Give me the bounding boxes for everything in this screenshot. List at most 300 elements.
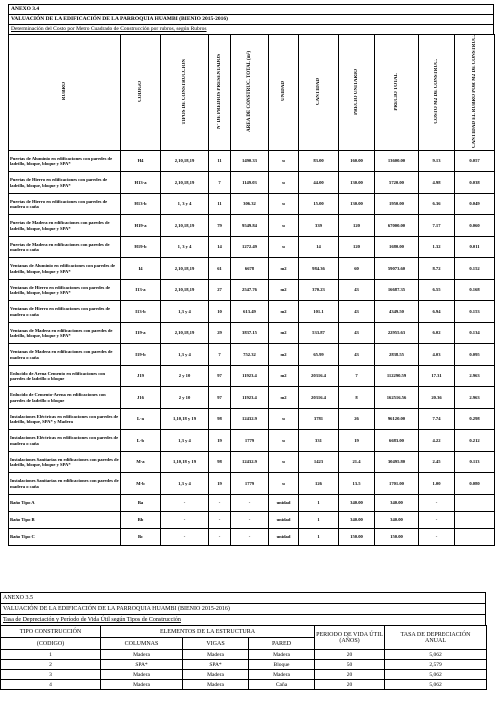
table-cell: 0.152 [455,258,495,280]
header-elementos: ELEMENTOS DE LA ESTRUCTURA [101,626,315,638]
table-cell: J19 [121,365,161,387]
annex2-title: VALUACIÓN DE LA EDIFICACIÓN DE LA PARROQUIA HUAMBI (BIENIO 2015-2016) [0,603,486,614]
table-cell: Ventanas de Madera en edificaciones con paredes de ladrillo, bloque, bloque y SPA* [9,322,121,344]
table-cell: 150.00 [339,528,375,545]
column-header-label: PRECIO TOTAL [394,72,399,111]
table-cell: 8.72 [419,258,455,280]
table-cell: 6.55 [419,279,455,301]
table-cell: 16687.35 [375,279,419,301]
table-cell: 14 [209,236,231,258]
table-cell: 340.00 [375,494,419,511]
table-cell: 1,3 y 4 [161,344,209,366]
table-cell: u [269,408,299,430]
table-cell: Bloque [249,660,315,670]
table-cell: 20316.4 [299,387,339,409]
column-header [299,35,339,151]
table-cell: 43 [339,322,375,344]
table-cell: 14 [299,236,339,258]
table-cell: Instalaciones Sanitarias en edificaciones con paredes de madera o caña [9,473,121,495]
table-cell: Instalaciones Sanitarias en edificaciones con paredes de ladrillo, bloque, bloque y SPA* [9,451,121,473]
table-cell: u [269,150,299,172]
header-periodo [315,626,385,650]
table-cell: Puertas de Aluminio en edificaciones con paredes de ladrillo, bloque, bloque y SPA* [9,150,121,172]
table-cell: 339 [299,215,339,237]
table-cell: 2 y 10 [161,387,209,409]
table-cell: 1779 [231,430,269,452]
table-cell: Ventanas de Aluminio en edificaciones con paredes de ladrillo, bloque, bloque y SPA* [9,258,121,280]
table-cell: - [231,528,269,545]
table-cell: Baño Tipo C [9,528,121,545]
table-row [1,680,487,690]
table-cell: unidad [269,528,299,545]
table-cell: 6.36 [419,193,455,215]
table-cell: 1 [1,650,101,660]
table-cell: H19-a [121,215,161,237]
annex1-title: VALUACIÓN DE LA EDIFICACIÓN DE LA PARROQUIA HUAMBI (BIENIO 2015-2016) [8,14,494,24]
table-cell: 43 [339,279,375,301]
header-pared: PARED [249,638,315,650]
table-row [1,650,487,660]
table-cell: H19-b [121,236,161,258]
annex1-subtitle: Determinación del Costo por Metro Cuadrado de Construcción por rubros, según Rubros [8,24,494,34]
table-cell: Caña [249,680,315,690]
table-cell: - [419,528,455,545]
header-periodo-label: PERIODO DE VIDA ÚTIL [316,631,383,638]
table-cell: SPA* [183,660,249,670]
table-cell: - [161,494,209,511]
table-cell: m2 [269,365,299,387]
header-anos: (AÑOS) [339,637,360,644]
table-cell: 27 [209,279,231,301]
header-codigo: (CODIGO) [1,638,101,650]
table-cell: 7.74 [419,408,455,430]
table-cell: - [209,511,231,528]
column-header [121,35,161,151]
table-cell: 1272.49 [231,236,269,258]
table-cell: Madera [183,670,249,680]
table-cell: Puertas de Madera en edificaciones con paredes de ladrillo, bloque, bloque y SPA* [9,215,121,237]
table-cell: u [269,193,299,215]
column-header [209,35,231,151]
table-cell: H13-b [121,193,161,215]
table-cell: - [209,494,231,511]
table-cell: 7 [339,365,375,387]
table-cell: - [419,494,455,511]
table-cell: Puertas de Madera en edificaciones con paredes de madera o caña [9,236,121,258]
table-row [9,344,495,366]
table-cell: M-b [121,473,161,495]
table-cell: u [269,473,299,495]
table-cell: 4349.50 [375,301,419,323]
table-cell: 1701.00 [375,473,419,495]
table-cell: - [231,494,269,511]
table-cell: 4.03 [419,344,455,366]
table-cell: m2 [269,279,299,301]
table-cell [455,494,495,511]
table-cell: 3 [1,670,101,680]
table-cell: H13-a [121,172,161,194]
table-cell: 6.02 [419,322,455,344]
table-cell: 11923.4 [231,387,269,409]
table-cell: 11923.4 [231,365,269,387]
table-cell: 1.32 [419,236,455,258]
table-cell: I19-a [121,322,161,344]
table-cell: 60 [339,258,375,280]
table-cell: 0.298 [455,408,495,430]
table-cell: 2,10,18,19 [161,258,209,280]
table-cell: 1950.00 [375,193,419,215]
header-columnas: COLUMNAS [101,638,183,650]
table-cell: 1 [299,494,339,511]
column-header-label: CANTIDAD EL RUBRO POR M2 DE CONSTRUC. [472,35,477,148]
table-row [9,387,495,409]
table-cell: 0.134 [455,322,495,344]
table-cell: 4 [1,680,101,690]
table-cell: 11 [209,150,231,172]
table-cell: 340.00 [375,511,419,528]
table-cell: 2,10,18,19 [161,279,209,301]
table-cell: 533.87 [299,322,339,344]
table-cell: 2 [1,660,101,670]
table-cell: 8 [339,387,375,409]
table-row [9,258,495,280]
column-header [339,35,375,151]
table-cell: 1.00 [419,473,455,495]
table-cell: 1149.03 [231,172,269,194]
table-cell: 331 [299,430,339,452]
table-cell: 1 [299,528,339,545]
table-cell: 1680.00 [375,236,419,258]
table-cell: I13-a [121,279,161,301]
table-cell: 340.00 [339,511,375,528]
table-cell: 0.168 [455,279,495,301]
table-cell: 2.963 [455,365,495,387]
column-header [375,35,419,151]
table-cell: 43 [339,301,375,323]
table-cell: 1490.33 [231,150,269,172]
table-cell: 1,10,18 y 19 [161,451,209,473]
column-header [231,35,269,151]
table-row [9,430,495,452]
table-cell: Ventanas de Madera en edificaciones con paredes de madera o caña [9,344,121,366]
table-cell: m2 [269,344,299,366]
column-header-label: CODIGO [138,81,143,102]
table-cell: 5,062 [385,670,487,680]
table-cell: 43 [339,344,375,366]
table-cell: 6683.00 [375,430,419,452]
table-row [9,528,495,545]
table-cell: 130.00 [339,193,375,215]
table-cell: Madera [101,670,183,680]
table-cell: Instalaciones Eléctricas en edificaciones con paredes de madera o caña [9,430,121,452]
column-header-label: N° DE PREDIOS PRESENTADOS [217,53,222,130]
table-cell: Instalaciones Eléctricas en edificaciones con paredes de ladrillo, bloque, SPA* y Madera [9,408,121,430]
table-cell: 29 [209,322,231,344]
table-cell: Madera [101,650,183,660]
table-row [9,511,495,528]
cost-table [8,34,495,546]
table-row [9,451,495,473]
table-cell: u [269,215,299,237]
table-cell: 0.113 [455,451,495,473]
table-cell [455,528,495,545]
table-cell: 1,3 y 4 [161,430,209,452]
table-cell: 112290.59 [375,365,419,387]
table-cell: 1, 3 y 4 [161,236,209,258]
header-tipo: TIPO CONSTRUCCIÓN [1,626,101,638]
table-row [9,408,495,430]
table-cell: 97 [209,365,231,387]
table-cell: - [161,528,209,545]
table-row [9,172,495,194]
header-anual: ANUAL [425,637,446,644]
table-cell: 2,579 [385,660,487,670]
column-header-label: AREA DE CONSTRUC. TOTAL (m²) [247,51,252,132]
table-cell: 130.00 [339,172,375,194]
table-cell: 2,10,18,19 [161,150,209,172]
table-cell: 0.038 [455,172,495,194]
header-vigas: VIGAS [183,638,249,650]
table-cell: L-a [121,408,161,430]
table-cell: 126 [299,473,339,495]
table-cell: 20 [315,650,385,660]
depreciation-header-row [1,626,487,638]
table-cell: 162516.56 [375,387,419,409]
table-cell: 22955.63 [375,322,419,344]
table-cell: 370.23 [299,279,339,301]
table-cell: 984.36 [299,258,339,280]
table-cell [455,511,495,528]
table-cell: 4.98 [419,172,455,194]
table-cell: 67000.00 [375,215,419,237]
table-cell: 7.17 [419,215,455,237]
table-cell: 12432.9 [231,451,269,473]
column-header-label: UNIDAD [281,81,286,102]
table-cell: 10 [209,301,231,323]
table-cell: Enlucido de Cemento-Arena en edificaciones con paredes de ladrillo o bloque [9,387,121,409]
table-cell: 9549.84 [231,215,269,237]
table-cell: Enlucido de Arena Cemento en edificaciones con paredes de ladrillo o bloque [9,365,121,387]
table-cell: 120 [339,215,375,237]
table-cell: m2 [269,387,299,409]
table-cell: 160.00 [339,150,375,172]
table-cell: 96120.00 [375,408,419,430]
table-cell: 1,3 y 4 [161,473,209,495]
table-cell: 2,10,18,19 [161,172,209,194]
table-row [1,670,487,680]
table-cell: 2547.76 [231,279,269,301]
header-tasa [385,626,487,650]
table-cell: 5720.00 [375,172,419,194]
column-header-label: PRECIO UNITARIO [354,68,359,115]
column-header [161,35,209,151]
table-cell: 0.080 [455,473,495,495]
table-cell: M-a [121,451,161,473]
table-cell: Ventanas de Hierro en edificaciones con paredes de ladrillo, bloque, bloque y SPA* [9,279,121,301]
table-cell: unidad [269,494,299,511]
table-cell: u [269,236,299,258]
table-cell: 21.4 [339,451,375,473]
table-cell: 1423 [299,451,339,473]
table-cell: 0.212 [455,430,495,452]
table-cell: 13.5 [339,473,375,495]
column-header [455,35,495,151]
table-cell: - [419,511,455,528]
table-cell: 3781 [299,408,339,430]
table-cell: Madera [183,680,249,690]
table-cell: 20 [315,670,385,680]
table-cell: 1, 3 y 4 [161,193,209,215]
table-cell: 0.049 [455,193,495,215]
table-row [9,193,495,215]
table-cell: 12432.9 [231,408,269,430]
table-cell: u [269,430,299,452]
table-cell: 6.94 [419,301,455,323]
table-cell: 3837.15 [231,322,269,344]
table-row [9,215,495,237]
table-row [9,322,495,344]
table-cell: - [161,511,209,528]
table-cell: 1,10,18 y 19 [161,408,209,430]
table-cell: Ba [121,494,161,511]
table-cell: 20316.4 [299,365,339,387]
table-cell: m2 [269,258,299,280]
table-row [9,236,495,258]
table-cell: J16 [121,387,161,409]
column-header-label: TIPOS DE CONSTRUCCION [182,58,187,125]
table-cell: Madera [183,650,249,660]
table-row [9,365,495,387]
table-cell: 0.095 [455,344,495,366]
table-cell: Madera [101,680,183,690]
table-cell: m2 [269,322,299,344]
table-cell: 2838.55 [375,344,419,366]
table-cell: 30495.80 [375,451,419,473]
table-cell: Bb [121,511,161,528]
table-cell: 5,062 [385,680,487,690]
table-cell: 9.13 [419,150,455,172]
table-cell: 306.32 [231,193,269,215]
table-cell: 98 [209,451,231,473]
table-cell: 2,10,18,19 [161,215,209,237]
column-header-label: CANTIDAD [316,77,321,105]
table-cell: 83.00 [299,150,339,172]
table-row [9,473,495,495]
column-header [9,35,121,151]
table-row [1,660,487,670]
table-cell: 2 y 10 [161,365,209,387]
annex-3-5 [0,592,486,690]
table-cell: u [269,451,299,473]
table-cell: I19-b [121,344,161,366]
table-cell: 20.36 [419,387,455,409]
table-cell: 0.060 [455,215,495,237]
table-cell: 0.057 [455,150,495,172]
table-cell: 61 [209,258,231,280]
table-cell: 50 [315,660,385,670]
table-cell: SPA* [101,660,183,670]
header-tasa-label: TASA DE DEPRECIACIÓN [400,631,471,638]
table-cell: 752.32 [231,344,269,366]
table-cell: unidad [269,511,299,528]
column-header-label: COSTO M2 DE CONSTRUC. [434,59,439,124]
table-cell: 79 [209,215,231,237]
table-cell: 19 [209,473,231,495]
column-header-label: RUBRO [62,82,67,101]
table-row [9,494,495,511]
table-cell: 5,062 [385,650,487,660]
annex-3-4 [8,4,494,546]
annex2-label: ANEXO 3.5 [0,592,486,603]
table-cell: Madera [249,670,315,680]
annex2-subtitle: Tasa de Depreciación y Período de Vida Útil según Tipos de Construcción [0,614,486,625]
table-cell: 15.00 [299,193,339,215]
table-cell: 150.00 [375,528,419,545]
table-cell: 0.153 [455,301,495,323]
table-cell: 1,3 y 4 [161,301,209,323]
table-cell: 4.22 [419,430,455,452]
table-cell: Madera [249,650,315,660]
column-header [269,35,299,151]
table-cell: Puertas de Hierro en edificaciones con paredes de madera o caña [9,193,121,215]
table-cell: H4 [121,150,161,172]
table-cell: 98 [209,408,231,430]
table-cell: 17.31 [419,365,455,387]
table-cell: Baño Tipo A [9,494,121,511]
table-cell: 11 [209,193,231,215]
depreciation-table [0,625,487,690]
table-cell: 19 [209,430,231,452]
table-cell: 120 [339,236,375,258]
table-cell: 13600.00 [375,150,419,172]
table-row [9,279,495,301]
table-cell: 2.45 [419,451,455,473]
table-cell: 340.00 [339,494,375,511]
table-cell: 6678 [231,258,269,280]
table-cell: 1779 [231,473,269,495]
table-cell: 2,10,18,19 [161,322,209,344]
table-cell: Baño Tipo B [9,511,121,528]
table-cell: 613.49 [231,301,269,323]
table-cell: Ventanas de Hierro en edificaciones con paredes de madera o caña [9,301,121,323]
table-cell: 1 [299,511,339,528]
table-cell: Puertas de Hierro en edificaciones con paredes de ladrillo, bloque, bloque y SPA* [9,172,121,194]
table-cell: 20 [315,680,385,690]
column-header [419,35,455,151]
table-cell: L-b [121,430,161,452]
table-cell: 59073.60 [375,258,419,280]
table-cell: 44.00 [299,172,339,194]
annex1-label: ANEXO 3.4 [8,4,494,14]
cost-table-header [9,35,495,151]
table-cell: 2.963 [455,387,495,409]
table-cell: I13-b [121,301,161,323]
table-cell: - [209,528,231,545]
table-cell: m2 [269,301,299,323]
table-cell: I4 [121,258,161,280]
table-cell: 7 [209,344,231,366]
table-row [9,150,495,172]
table-cell: 19 [339,430,375,452]
table-cell: 7 [209,172,231,194]
table-cell: 26 [339,408,375,430]
table-row [9,301,495,323]
table-cell: - [231,511,269,528]
table-cell: 0.011 [455,236,495,258]
table-cell: u [269,172,299,194]
table-cell: 65.99 [299,344,339,366]
table-cell: Bc [121,528,161,545]
